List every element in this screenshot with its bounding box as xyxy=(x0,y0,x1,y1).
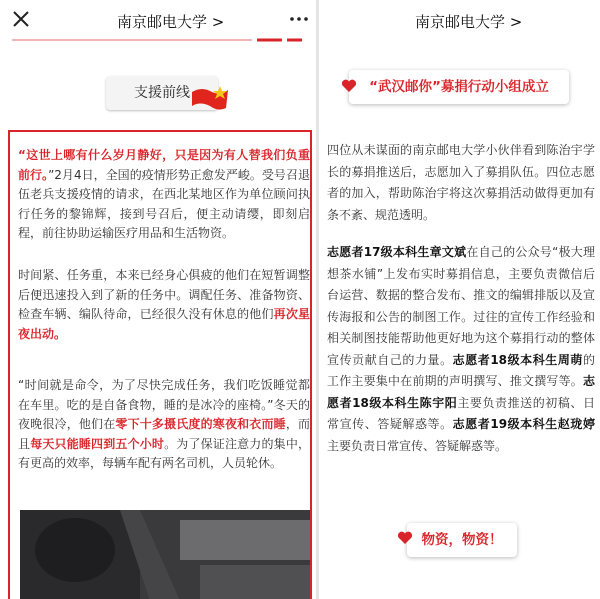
paragraph-volunteers-intro: 四位从未谋面的南京邮电大学小伙伴看到陈治宇学长的募捐推送后，志愿加入了募捐队伍。四位志愿者的加入，帮助陈治宇将这次募捐活动做得更加有条不紊、规范透明。 xyxy=(327,143,595,222)
section-tag: 支援前线 xyxy=(106,76,218,110)
section-heading-1 xyxy=(349,70,569,104)
account-title-right[interactable]: 南京邮电大学 > xyxy=(415,13,523,31)
right-screen xyxy=(319,0,600,599)
section-heading-2 xyxy=(407,523,517,557)
section-heading-2-text: 物资，物资！ xyxy=(421,532,503,548)
heart-icon xyxy=(341,79,357,93)
paragraph-2: 时间紧、任务重，本来已经身心俱疲的他们在短暂调整后便迅速投入到了新的任务中。调配任务、准备物资、检查车辆、编队待命，已经很久没有休息的他们再次星夜出动。 xyxy=(18,268,310,341)
paragraph-volunteers-roles: 志愿者17级本科生章文斌在自己的公众号“极大理想茶水铺”上发布实时募捐信息，主要负责微信后台运营、数据的整合发布、推文的编辑排版以及宣传海报和公告的制图工作。过往的宣传工作经验和相关制图技能帮助他更好地为这个募捐行动的整体宣传贡献自己的力量。志愿者18级本科生周萌的工作主要集中在前期的声明撰写、推文撰写等。志愿者18级本科生陈宇阳主要负责推送的初稿、日常宣传、答疑解惑等。志愿者19级本科生赵珑婷主要负责日常宣传、答疑解惑等。 xyxy=(327,245,596,453)
flag-icon xyxy=(190,84,230,110)
account-title[interactable]: 南京邮电大学 > xyxy=(117,13,225,31)
right-top-bar xyxy=(319,0,600,44)
paragraph-3: “时间就是命令，为了尽快完成任务，我们吃饭睡觉都在车里。吃的是自备食物，睡的是冰冷的座椅。”冬天的夜晚很冷，他们在零下十多摄氏度的寒夜和衣而睡，而且每天只能睡四到五个小时。为了保证注意力的集中，有更高的效率，每辆车配有两名司机，人员轮休。 xyxy=(18,378,310,470)
article-photo xyxy=(20,510,310,599)
more-icon[interactable] xyxy=(289,12,309,26)
section-heading-1-text: “武汉邮你”募捐行动小组成立 xyxy=(369,79,549,95)
decorative-band xyxy=(12,38,302,44)
paragraph-1: “这世上哪有什么岁月静好，只是因为有人替我们负重前行。”2月4日，全国的疫情形势正愈发严峻。受号召退伍老兵支援疫情的请求，在西北某地区作为单位顾问执行任务的黎锦辉，接到号召后，便主动请缨，即刻启程，前往协助运输医疗用品和生活物资。 xyxy=(18,148,310,240)
heart-icon xyxy=(397,531,413,545)
close-icon[interactable] xyxy=(10,8,32,30)
article-body xyxy=(8,130,312,599)
